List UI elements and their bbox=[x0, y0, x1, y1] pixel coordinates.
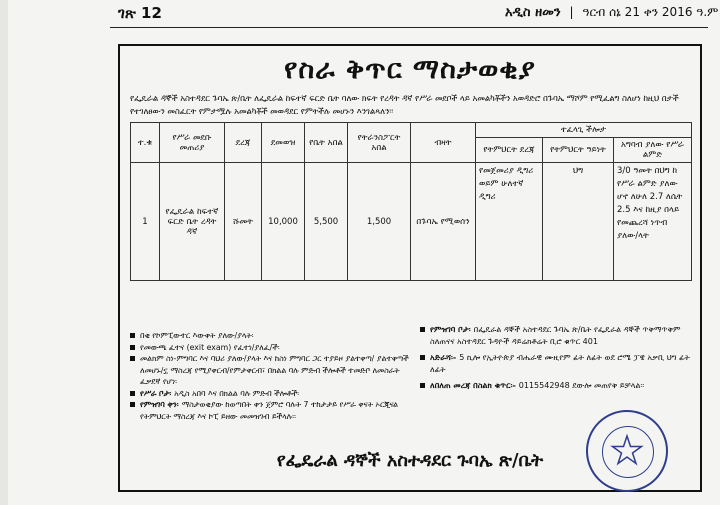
bullet-icon bbox=[420, 355, 425, 360]
cell-transport: 1,500 bbox=[348, 163, 411, 281]
list-item-text: በቂ የኮምፒውተር እውቀት ያለው/ያላት፡ bbox=[140, 331, 254, 340]
list-item bbox=[130, 342, 420, 354]
cell-grade: ሹመት bbox=[225, 163, 262, 281]
header-salary: ደመወዝ bbox=[262, 123, 305, 163]
list-item-text: መልክም ስነ-ምግባር እና ባህሪ ያለው/ያላት እና ከስነ ምግባር ጋር ተያይዞ ያልተቀጣ/ ያልተቀጣች ለመሆኑ/ኗ ማስረጃ የሚያቀርብ/የምታቀርብ፣ በክልል ባሉ ምድብ ችሎቶች ተመድቦ ለመስራት ፈቃደኛ የሆነ፡ bbox=[140, 354, 409, 386]
bullet-icon bbox=[130, 345, 135, 350]
masthead bbox=[505, 5, 718, 20]
header-requirements: ተፈላጊ ችሎታ bbox=[476, 123, 692, 138]
cell-housing: 5,500 bbox=[305, 163, 348, 281]
cell-education: የመጀመሪያ ዲግሪ ወይም ሁለተኛ ዲግሪ bbox=[476, 163, 543, 281]
phone-label: ለበለጠ መረጃ በስልክ ቁጥር፡- bbox=[430, 381, 516, 390]
bullet-icon bbox=[420, 327, 425, 332]
header-position: የሥራ መደቡ መጠሪያ bbox=[160, 123, 225, 163]
scan-shadow bbox=[0, 0, 8, 505]
header-rule bbox=[110, 27, 708, 28]
list-item bbox=[130, 353, 420, 388]
bullet-icon bbox=[130, 391, 135, 396]
cell-no: 1 bbox=[131, 163, 160, 281]
cell-field: ህግ bbox=[543, 163, 614, 281]
newspaper-name: አዲስ ዘመን bbox=[505, 5, 561, 20]
header-housing: የቤት አበል bbox=[305, 123, 348, 163]
requirements-list bbox=[130, 330, 420, 422]
ad-title: የስራ ቅጥር ማስታወቂያ bbox=[284, 54, 536, 85]
ad-footer-signature: የፌዴራል ዳኞች አስተዳደር ጉባኤ ጽ/ቤት bbox=[276, 450, 544, 471]
bullet-icon bbox=[130, 402, 135, 407]
registration-days-label: የምዝገባ ቀን፡ bbox=[140, 400, 179, 409]
phone-text: 0115542948 ደውሎ መጠየቅ ይቻላል፡፡ bbox=[518, 381, 645, 390]
table-row bbox=[131, 163, 692, 281]
ad-intro: የፌዴራል ዳኞች አስተዳደር ጉባኤ ጽ/ቤት ለፌዴራል ከፍተኛ ፍርድ ቤት ባለው ክፍት የረዳት ዳኛ የሥራ መደቦች ላይ አመልካቾችን አወዳድሮ በጉባኤ ማሾም የሚፈልግ ስለሆነ ከዚህ በታች የተገለፀውን መስፈርት የምታሟሉ አመልካቾች መወዳደር የምትችሉ መሆኑን እንገልጻለን፡፡ bbox=[130, 93, 679, 116]
work-place-text: አዲስ አበባ እና በክልል ባሉ ምድብ ችሎቶች፡ bbox=[174, 388, 300, 398]
registration-days-text: ማስታወቂያው ከወጣበት ቀን ጀምሮ ባሉት 7 ተከታታይ የሥራ ቀናት ኦርጂናል የትምህርት ማስረጃ እና ኮፒ ይዘው መመዝገብ ይችላሉ፡፡ bbox=[140, 400, 398, 421]
header-no: ተ.ቁ bbox=[131, 123, 160, 163]
header-field: የትምህርት ዓይነት bbox=[543, 138, 614, 163]
list-item-text: የመውጫ ፈተና (exit exam) የፈተነ/ያለፈ/ች፡ bbox=[140, 342, 280, 352]
address-item bbox=[420, 352, 696, 376]
bullet-icon bbox=[420, 383, 425, 388]
phone-item bbox=[420, 380, 696, 392]
newspaper-header bbox=[0, 0, 720, 28]
cell-position: የፌዴራል ከፍተኛ ፍርድ ቤት ረዳት ዳኛ bbox=[160, 163, 225, 281]
cell-experience: 3/0 ዓመት በህግ ከ የሥራ ልምድ ያለው ሆኖ ለሁለ 2.7 ለሴት 2.5 እና ከዚያ በላይ የመጨረሻ ነጥብ ያለው/ላት bbox=[614, 163, 692, 281]
official-seal-icon bbox=[586, 410, 668, 492]
registration-place-item bbox=[420, 324, 696, 348]
vacancy-table bbox=[130, 122, 692, 281]
table-header-row bbox=[131, 123, 692, 138]
registration-place-text: በፌዴራል ዳኞች አስተዳደር ጉባኤ ጽ/ቤት የፌዴራል ዳኞች ጥቅማጥቅም ስለጠናና አስተዳደር ጉዳዮች ዳይሬክቶሬት ቢሮ ቁጥር 401 bbox=[430, 325, 681, 346]
registration-days-item bbox=[130, 399, 420, 422]
bullet-icon bbox=[130, 356, 135, 361]
seal-star-icon bbox=[588, 412, 666, 490]
registration-place-label: የምዝገባ ቦታ፡ bbox=[430, 325, 471, 334]
header-education: የትምህርት ደረጃ bbox=[476, 138, 543, 163]
header-grade: ደረጃ bbox=[225, 123, 262, 163]
cell-location: በጉባኤ የሚወሰን bbox=[411, 163, 476, 281]
registration-info bbox=[420, 324, 696, 396]
header-location: ብዛት bbox=[411, 123, 476, 163]
header-experience: አግባብ ያለው የሥራ ልምድ bbox=[614, 138, 692, 163]
work-place-item bbox=[130, 388, 420, 400]
address-label: አድራሻ፡- bbox=[430, 353, 457, 362]
page-number: ገጽ 12 bbox=[118, 4, 162, 22]
list-item bbox=[130, 330, 420, 342]
cell-salary: 10,000 bbox=[262, 163, 305, 281]
work-place-label: የሥራ ቦታ፡ bbox=[140, 388, 172, 398]
header-transport: የትራንስፖርት አበል bbox=[348, 123, 411, 163]
masthead-separator: | bbox=[569, 5, 574, 19]
issue-date: ዓርብ ሰኔ 21 ቀን 2016 ዓ.ም bbox=[582, 5, 719, 19]
address-text: 5 ኪሎ የኢትዮጵያ ብሔራዊ ሙዚየም ፊት ለፊት ወደ ሮሜ ፓዌ አቃቢ ህግ ፊት ለፊት bbox=[430, 353, 690, 374]
bullet-icon bbox=[130, 333, 135, 338]
